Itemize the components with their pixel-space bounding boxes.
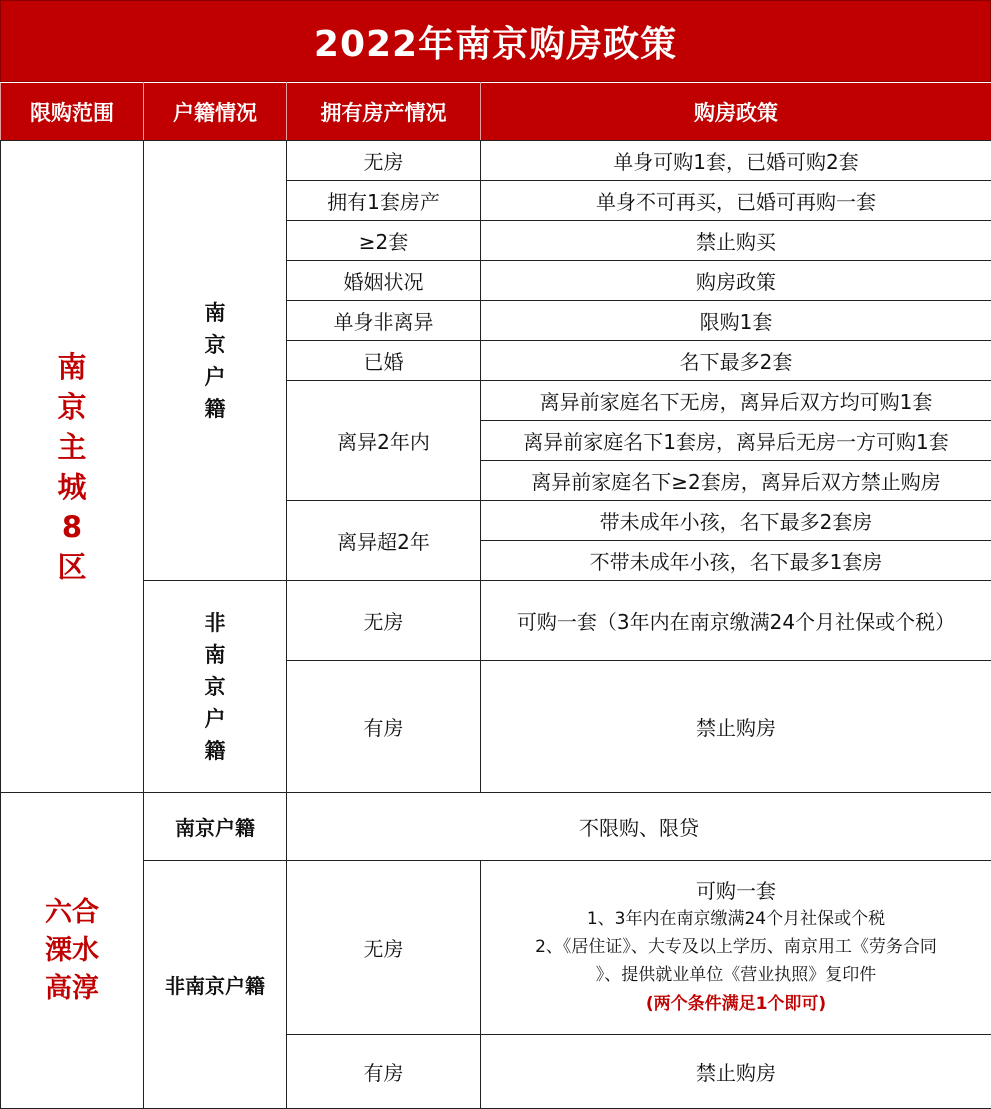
- table-row: [1, 581, 991, 661]
- policy-text: 名下最多2套: [481, 341, 991, 381]
- policy-text: 禁止购房: [481, 661, 991, 793]
- scope-line: 溧水: [45, 934, 99, 966]
- table-row: [1, 861, 991, 1035]
- property-status: 有房: [287, 661, 481, 793]
- hukou-non-nanjing: [144, 581, 287, 793]
- scope-line: 高淳: [45, 972, 99, 1004]
- policy-line: 2、《居住证》、大专及以上学历、南京用工《劳务合同: [535, 936, 937, 957]
- scope-char: 城: [57, 469, 87, 504]
- hukou-nanjing-outer: 南京户籍: [144, 793, 287, 861]
- property-status: 拥有1套房产: [287, 181, 481, 221]
- policy-text: 限购1套: [481, 301, 991, 341]
- property-status: 离异超2年: [287, 501, 481, 581]
- header-property: 拥有房产情况: [287, 83, 481, 141]
- property-status: 婚姻状况: [287, 261, 481, 301]
- hukou-char: 南: [204, 642, 226, 667]
- policy-text: 可购一套（3年内在南京缴满24个月社保或个税）: [481, 581, 991, 661]
- policy-line: 》、提供就业单位《营业执照》复印件: [595, 964, 877, 985]
- policy-text: 不限购、限贷: [287, 793, 991, 861]
- header-hukou: 户籍情况: [144, 83, 287, 141]
- page-title: 2022年南京购房政策: [0, 0, 991, 82]
- table-row: [1, 793, 991, 861]
- property-status: 无房: [287, 581, 481, 661]
- property-status: 单身非离异: [287, 301, 481, 341]
- table-row: [1, 141, 991, 181]
- policy-text: 离异前家庭名下1套房，离异后无房一方可购1套: [481, 421, 991, 461]
- property-status: 无房: [287, 861, 481, 1035]
- hukou-char: 京: [204, 332, 226, 357]
- policy-detail: [481, 861, 991, 1035]
- hukou-char: 籍: [204, 396, 226, 421]
- policy-text: 带未成年小孩，名下最多2套房: [481, 501, 991, 541]
- policy-line: 可购一套: [696, 878, 776, 903]
- scope-char: 南: [57, 349, 87, 384]
- policy-text: 离异前家庭名下无房，离异后双方均可购1套: [481, 381, 991, 421]
- hukou-char: 户: [204, 706, 226, 731]
- hukou-char: 南: [204, 300, 226, 325]
- policy-text: 购房政策: [481, 261, 991, 301]
- property-status: 已婚: [287, 341, 481, 381]
- hukou-nanjing: [144, 141, 287, 581]
- policy-text: 禁止购买: [481, 221, 991, 261]
- policy-text: 不带未成年小孩，名下最多1套房: [481, 541, 991, 581]
- policy-text: 单身不可再买，已婚可再购一套: [481, 181, 991, 221]
- property-status: ≥2套: [287, 221, 481, 261]
- scope-char: 区: [57, 549, 87, 584]
- scope-char: 京: [57, 389, 87, 424]
- hukou-char: 京: [204, 674, 226, 699]
- scope-char: 主: [57, 429, 87, 464]
- policy-note: (两个条件满足1个即可): [645, 993, 827, 1014]
- policy-line: 1、3年内在南京缴满24个月社保或个税: [586, 908, 886, 929]
- policy-table: [0, 82, 991, 1109]
- hukou-non-nanjing-outer: 非南京户籍: [144, 861, 287, 1109]
- scope-outer-districts: [1, 793, 144, 1109]
- property-status: 有房: [287, 1035, 481, 1109]
- policy-text: 禁止购房: [481, 1035, 991, 1109]
- property-status: 离异2年内: [287, 381, 481, 501]
- property-status: 无房: [287, 141, 481, 181]
- header-policy: 购房政策: [481, 83, 991, 141]
- policy-text: 离异前家庭名下≥2套房，离异后双方禁止购房: [481, 461, 991, 501]
- header-scope: 限购范围: [1, 83, 144, 141]
- policy-text: 单身可购1套，已婚可购2套: [481, 141, 991, 181]
- scope-main-city: [1, 141, 144, 793]
- header-row: [1, 83, 991, 141]
- hukou-char: 户: [204, 364, 226, 389]
- scope-line: 六合: [45, 896, 99, 928]
- scope-char: 8: [61, 509, 83, 544]
- hukou-char: 非: [204, 610, 226, 635]
- hukou-char: 籍: [204, 738, 226, 763]
